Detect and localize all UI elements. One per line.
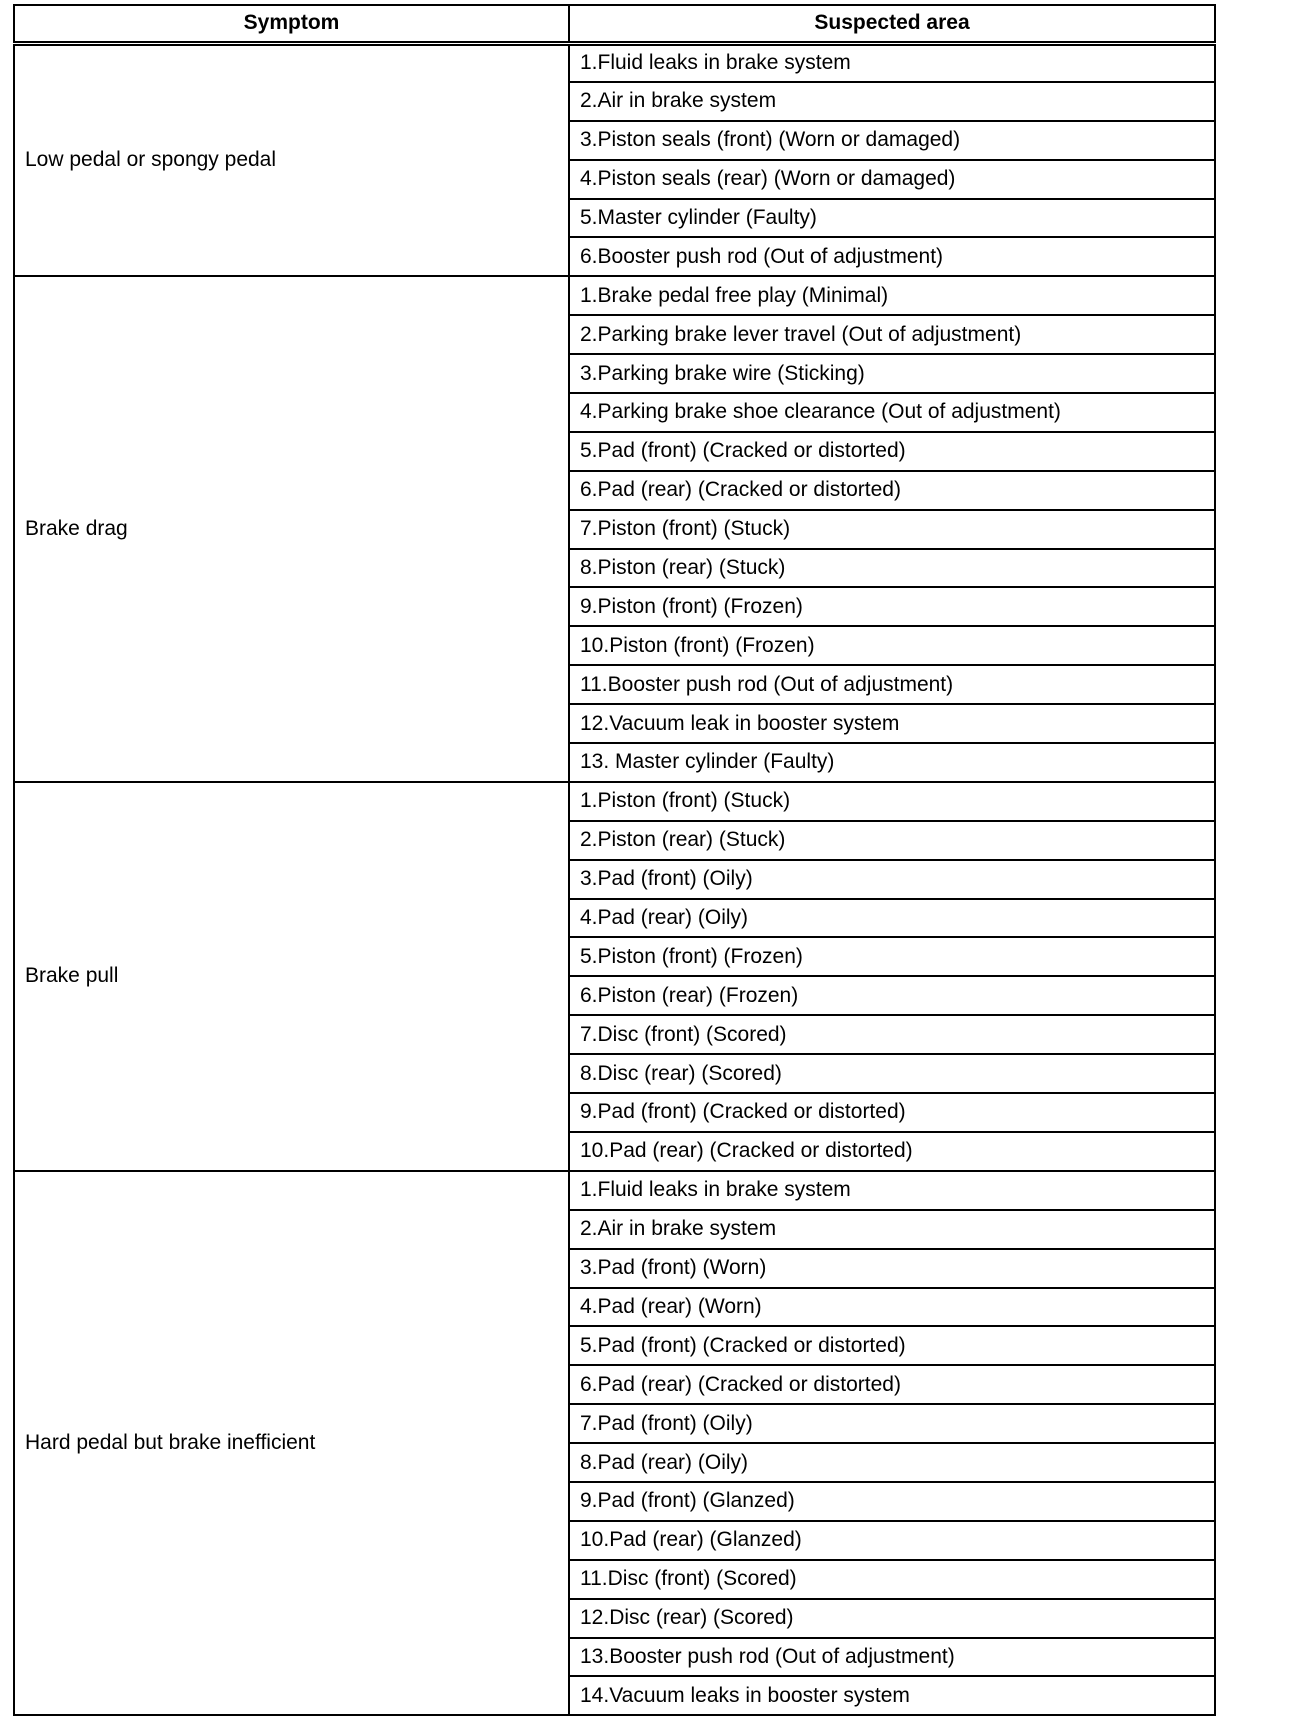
suspected-area-cell: 6.Piston (rear) (Frozen) (569, 976, 1215, 1015)
suspected-area-cell: 8.Piston (rear) (Stuck) (569, 549, 1215, 588)
suspected-area-cell: 5.Piston (front) (Frozen) (569, 937, 1215, 976)
suspected-area-cell: 10.Pad (rear) (Glanzed) (569, 1521, 1215, 1560)
table-row (14, 782, 1215, 821)
suspected-area-cell: 1.Fluid leaks in brake system (569, 1171, 1215, 1210)
suspected-area-cell: 4.Parking brake shoe clearance (Out of adjustment) (569, 393, 1215, 432)
suspected-area-cell: 7.Pad (front) (Oily) (569, 1404, 1215, 1443)
suspected-area-cell: 4.Pad (rear) (Oily) (569, 899, 1215, 938)
suspected-area-cell: 3.Pad (front) (Worn) (569, 1249, 1215, 1288)
suspected-area-cell: 2.Air in brake system (569, 1210, 1215, 1249)
symptom-cell: Hard pedal but brake inefficient (14, 1171, 569, 1715)
header-row (14, 5, 1215, 43)
suspected-area-cell: 6.Pad (rear) (Cracked or distorted) (569, 471, 1215, 510)
suspected-area-cell: 2.Piston (rear) (Stuck) (569, 821, 1215, 860)
suspected-area-cell: 1.Brake pedal free play (Minimal) (569, 276, 1215, 315)
suspected-area-cell: 2.Air in brake system (569, 82, 1215, 121)
suspected-area-cell: 3.Parking brake wire (Sticking) (569, 354, 1215, 393)
suspected-area-cell: 4.Pad (rear) (Worn) (569, 1288, 1215, 1327)
suspected-area-cell: 5.Master cylinder (Faulty) (569, 199, 1215, 238)
suspected-area-cell: 9.Pad (front) (Cracked or distorted) (569, 1093, 1215, 1132)
suspected-area-cell: 10.Pad (rear) (Cracked or distorted) (569, 1132, 1215, 1171)
symptom-cell: Brake drag (14, 276, 569, 782)
suspected-area-cell: 8.Disc (rear) (Scored) (569, 1054, 1215, 1093)
symptom-cell: Low pedal or spongy pedal (14, 43, 569, 276)
suspected-area-cell: 8.Pad (rear) (Oily) (569, 1443, 1215, 1482)
suspected-area-cell: 6.Booster push rod (Out of adjustment) (569, 237, 1215, 276)
suspected-area-cell: 10.Piston (front) (Frozen) (569, 626, 1215, 665)
suspected-area-cell: 13.Booster push rod (Out of adjustment) (569, 1638, 1215, 1677)
suspected-area-cell: 7.Piston (front) (Stuck) (569, 510, 1215, 549)
suspected-area-cell: 9.Pad (front) (Glanzed) (569, 1482, 1215, 1521)
suspected-area-cell: 9.Piston (front) (Frozen) (569, 587, 1215, 626)
suspected-area-cell: 6.Pad (rear) (Cracked or distorted) (569, 1365, 1215, 1404)
suspected-area-cell: 11.Booster push rod (Out of adjustment) (569, 665, 1215, 704)
suspected-area-cell: 12.Vacuum leak in booster system (569, 704, 1215, 743)
suspected-area-cell: 4.Piston seals (rear) (Worn or damaged) (569, 160, 1215, 199)
symptom-column-header: Symptom (14, 5, 569, 43)
troubleshooting-table (13, 4, 1216, 1716)
suspected-area-cell: 11.Disc (front) (Scored) (569, 1560, 1215, 1599)
suspected-area-cell: 2.Parking brake lever travel (Out of adjustment) (569, 315, 1215, 354)
table-row (14, 1171, 1215, 1210)
suspected-area-cell: 5.Pad (front) (Cracked or distorted) (569, 1326, 1215, 1365)
suspected-area-cell: 1.Fluid leaks in brake system (569, 43, 1215, 82)
suspected-area-cell: 3.Piston seals (front) (Worn or damaged) (569, 121, 1215, 160)
suspected-area-cell: 3.Pad (front) (Oily) (569, 860, 1215, 899)
suspected-area-cell: 14.Vacuum leaks in booster system (569, 1676, 1215, 1715)
table-body (14, 43, 1215, 1715)
table-row (14, 43, 1215, 82)
suspected-area-cell: 7.Disc (front) (Scored) (569, 1015, 1215, 1054)
suspected-area-cell: 5.Pad (front) (Cracked or distorted) (569, 432, 1215, 471)
table-header (14, 5, 1215, 43)
suspected-area-column-header: Suspected area (569, 5, 1215, 43)
suspected-area-cell: 12.Disc (rear) (Scored) (569, 1599, 1215, 1638)
suspected-area-cell: 13. Master cylinder (Faulty) (569, 743, 1215, 782)
suspected-area-cell: 1.Piston (front) (Stuck) (569, 782, 1215, 821)
symptom-cell: Brake pull (14, 782, 569, 1171)
table-row (14, 276, 1215, 315)
